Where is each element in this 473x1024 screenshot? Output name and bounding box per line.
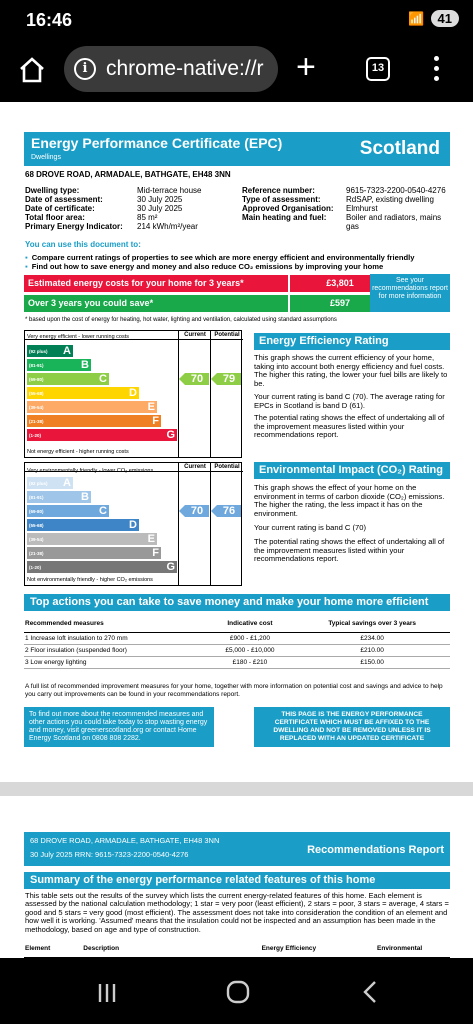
band-range: (81-91) xyxy=(29,495,44,500)
eir-current-arrow: 70 xyxy=(185,505,209,517)
eir-band-f xyxy=(27,547,161,559)
eer-band-a xyxy=(27,345,73,357)
use-item-2: ▪ Find out how to save energy and money and also reduce CO₂ emissions by improving your home xyxy=(25,262,383,271)
android-nav-bar xyxy=(0,958,473,1024)
back-icon[interactable] xyxy=(362,980,378,1004)
band-letter: A xyxy=(63,477,71,489)
band-range: (81-91) xyxy=(29,363,44,368)
page-separator xyxy=(0,782,473,796)
eir-text-3: The potential rating shows the effect of undertaking all of the improvement measures listed within your recommendations report. xyxy=(254,537,445,563)
clock: 16:46 xyxy=(26,10,73,30)
epc-title: Energy Performance Certificate (EPC) xyxy=(31,135,283,151)
band-range: (21-38) xyxy=(29,551,44,556)
eir-text-2: Your current rating is band C (70) xyxy=(254,523,366,532)
band-range: (1-20) xyxy=(29,433,42,438)
epc-header xyxy=(24,132,450,166)
eir-potential-header: Potential xyxy=(214,464,240,470)
col-savings: Typical savings over 3 years xyxy=(294,615,450,632)
recents-icon[interactable] xyxy=(96,982,118,1004)
band-letter: G xyxy=(166,429,175,441)
band-range: (55-68) xyxy=(29,391,44,396)
eir-band-c xyxy=(27,505,109,517)
band-letter: B xyxy=(81,491,89,503)
col-environmental: Environmental xyxy=(349,940,450,957)
col-description: Description xyxy=(82,940,228,957)
actions-heading: Top actions you can take to save money and make your home more efficient xyxy=(24,594,450,611)
band-range: (92 plus) xyxy=(29,349,48,354)
eer-top-label: Very energy efficient - lower running costs xyxy=(27,334,130,340)
band-range: (92 plus) xyxy=(29,481,48,486)
band-letter: D xyxy=(129,387,137,399)
info-icon[interactable]: i xyxy=(74,58,96,80)
eer-current-header: Current xyxy=(184,332,206,338)
energy-efficiency-chart xyxy=(24,330,242,458)
eir-band-e xyxy=(27,533,157,545)
col-cost: Indicative cost xyxy=(206,615,295,632)
eer-bottom-label: Not energy efficient - higher running costs xyxy=(27,449,129,455)
table-row: 2 Floor insulation (suspended floor) £5,000 - £10,000 £210.00 xyxy=(24,644,450,656)
new-tab-icon[interactable]: + xyxy=(296,48,316,86)
eer-band-b xyxy=(27,359,91,371)
eer-band-f xyxy=(27,415,161,427)
col-measures: Recommended measures xyxy=(24,615,206,632)
tab-switcher-button[interactable]: 13 xyxy=(366,57,390,81)
url-text: chrome-native://r xyxy=(106,57,264,80)
band-range: (39-54) xyxy=(29,405,44,410)
details-labels-left: Dwelling type: Date of assessment: Date of certificate: Total floor area: Primary Energy Indicator: xyxy=(25,186,123,231)
report-date-rrn: 30 July 2025 RRN: 9615-7323-2200-0540-4276 xyxy=(30,850,189,859)
band-letter: B xyxy=(81,359,89,371)
eir-band-d xyxy=(27,519,139,531)
summary-text: This table sets out the results of the survey which lists the current energy-related features of this home. Each element is assessed by the national calculation methodology; 1 star = very poor (least efficient), 2 stars = poor, 3 stars = average, 4 stars = good and 5 stars = very good (most efficient). The assessment does not take into consideration the condition of an element and how well it is working. 'Assumed' means that the insulation could not be inspected and an assumption has been made in the methodology, based on age and type of construction. xyxy=(25,891,449,934)
eir-heading: Environmental Impact (CO₂) Rating xyxy=(254,462,450,479)
wifi-icon: 📶 xyxy=(408,10,425,26)
eir-top-label: Very environmentally friendly - lower CO₂ emissions xyxy=(27,468,154,474)
band-letter: C xyxy=(99,505,107,517)
home-nav-icon[interactable] xyxy=(226,980,250,1004)
eer-heading: Energy Efficiency Rating xyxy=(254,333,450,350)
use-item-1: ▪ Compare current ratings of properties to see which are more energy efficient and environmentally friendly xyxy=(25,253,414,262)
report-title: Recommendations Report xyxy=(307,844,444,856)
band-range: (55-68) xyxy=(29,523,44,528)
eir-band-a xyxy=(27,477,73,489)
details-values-right: 9615-7323-2200-0540-4276 RdSAP, existing dwelling Elmhurst Boiler and radiators, mains gas xyxy=(346,186,446,231)
report-address: 68 DROVE ROAD, ARMADALE, BATHGATE, EH48 3NN xyxy=(30,836,220,845)
actions-table xyxy=(24,615,450,669)
saving-label: Over 3 years you could save* xyxy=(24,295,288,312)
table-row: 3 Low energy lighting £180 - £210 £150.00 xyxy=(24,656,450,668)
band-letter: E xyxy=(147,401,155,413)
eer-potential-header: Potential xyxy=(214,332,240,338)
more-menu-icon[interactable] xyxy=(434,56,442,86)
home-icon[interactable] xyxy=(18,56,46,84)
energy-cost-value: £3,801 xyxy=(290,275,390,292)
use-title: You can use this document to: xyxy=(25,240,141,249)
document-viewer[interactable] xyxy=(0,102,473,958)
eer-current-arrow: 70 xyxy=(185,373,209,385)
browser-toolbar xyxy=(0,40,473,102)
saving-value: £597 xyxy=(290,295,390,312)
eir-bottom-label: Not environmentally friendly - higher CO₂ emissions xyxy=(27,577,153,583)
environmental-impact-chart xyxy=(24,462,242,586)
epc-page xyxy=(0,102,473,782)
band-range: (39-54) xyxy=(29,537,44,542)
col-element: Element xyxy=(24,940,82,957)
band-letter: G xyxy=(166,561,175,573)
details-values-left: Mid-terrace house 30 July 2025 30 July 2025 85 m² 214 kWh/m²/year xyxy=(137,186,202,231)
contact-box: To find out more about the recommended measures and other actions you could take today to stop wasting energy and money, visit greenerscotland.org or contact Home Energy Scotland on 0808 808 2282. xyxy=(24,707,214,747)
band-letter: D xyxy=(129,519,137,531)
summary-heading: Summary of the energy performance related features of this home xyxy=(24,872,450,889)
band-letter: C xyxy=(99,373,107,385)
details-labels-right: Reference number: Type of assessment: Approved Organisation: Main heating and fuel: xyxy=(242,186,334,222)
band-letter: E xyxy=(147,533,155,545)
eer-text-3: The potential rating shows the effect of undertaking all of the improvement measures listed within your recommendations report. xyxy=(254,413,445,439)
band-range: (69-80) xyxy=(29,377,44,382)
see-recommendations-box: See your recommendations report for more information xyxy=(370,274,450,312)
notice-box: THIS PAGE IS THE ENERGY PERFORMANCE CERTIFICATE WHICH MUST BE AFFIXED TO THE DWELLING AND NOT BE REMOVED UNLESS IT IS REPLACED WITH AN UPDATED CERTIFICATE xyxy=(254,707,450,747)
report-header xyxy=(24,832,450,866)
eir-band-b xyxy=(27,491,91,503)
col-energy-efficiency: Energy Efficiency xyxy=(228,940,349,957)
country-label: Scotland xyxy=(359,138,440,159)
eer-band-d xyxy=(27,387,139,399)
eer-text-1: This graph shows the current efficiency of your home, taking into account both energy efficiency and fuel costs. The higher this rating, the lower your fuel bills are likely to be. xyxy=(254,353,448,388)
table-row: 1 Increase loft insulation to 270 mm £900 - £1,200 £234.00 xyxy=(24,632,450,644)
band-range: (69-80) xyxy=(29,509,44,514)
property-address: 68 DROVE ROAD, ARMADALE, BATHGATE, EH48 3NN xyxy=(25,170,231,179)
band-range: (21-38) xyxy=(29,419,44,424)
status-bar xyxy=(0,0,473,40)
energy-cost-label: Estimated energy costs for your home for 3 years* xyxy=(24,275,288,292)
eer-band-e xyxy=(27,401,157,413)
actions-note: A full list of recommended improvement measures for your home, together with more information on potential cost and savings and advice to help you carry out improvements can be found in your recommendations report. xyxy=(25,683,443,698)
band-range: (1-20) xyxy=(29,565,42,570)
eer-band-c xyxy=(27,373,109,385)
eer-band-g xyxy=(27,429,177,441)
battery-badge: 41 xyxy=(431,10,459,27)
band-letter: F xyxy=(152,547,159,559)
eer-text-2: Your current rating is band C (70). The average rating for EPCs in Scotland is band D (61). xyxy=(254,392,445,410)
eir-current-header: Current xyxy=(184,464,206,470)
eir-band-g xyxy=(27,561,177,573)
eir-potential-arrow: 76 xyxy=(217,505,241,517)
band-letter: F xyxy=(152,415,159,427)
cost-footnote: * based upon the cost of energy for heating, hot water, lighting and ventilation, calculated using standard assumptions xyxy=(25,317,337,323)
address-bar[interactable] xyxy=(64,46,278,92)
eir-text-1: This graph shows the effect of your home on the environment in terms of carbon dioxide (CO₂) emissions. The higher the rating, the less impact it has on the environment. xyxy=(254,483,445,518)
epc-subtitle: Dwellings xyxy=(31,154,61,161)
eer-potential-arrow: 79 xyxy=(217,373,241,385)
band-letter: A xyxy=(63,345,71,357)
